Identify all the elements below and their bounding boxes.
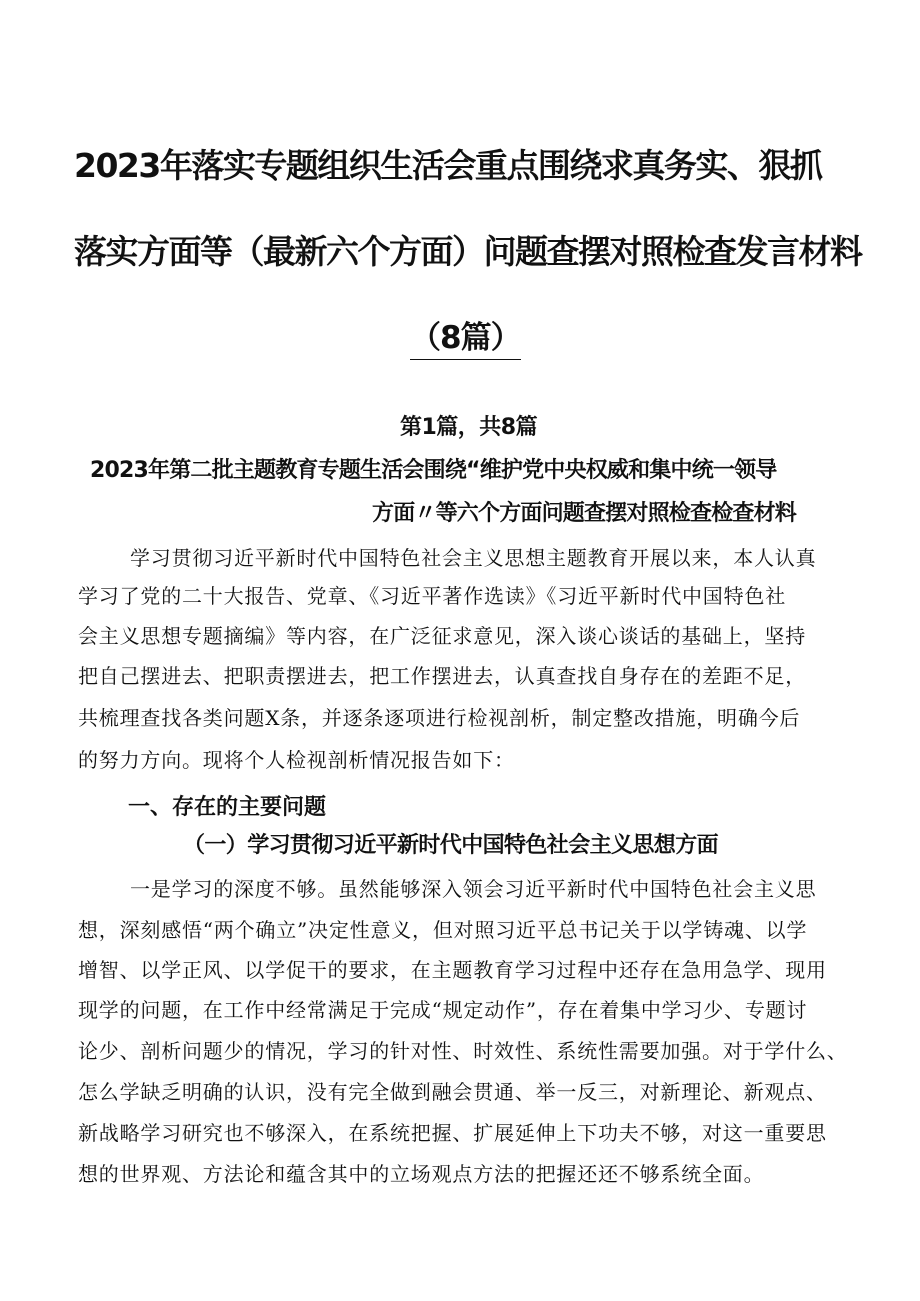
para-line-8: 想的世界观、方法论和蕴含其中的立场观点方法的把握还还不够系统全面。	[78, 1162, 765, 1186]
section-heading: 一、存在的主要问题	[128, 795, 327, 820]
document-title-line-1: 2023年落实专题组织生活会重点围绕求真务实、狠抓	[74, 146, 822, 185]
part-label: 第1篇，共8篇	[400, 415, 538, 440]
subtitle-line-1: 2023年第二批主题教育专题生活会围绕“维护党中央权威和集中统一领导	[90, 458, 777, 483]
intro-line-4: 把自己摆进去、把职责摆进去，把工作摆进去，认真查找自身存在的差距不足，	[78, 664, 806, 688]
para-line-2: 想，深刻感悟“两个确立”决定性意义，但对照习近平总书记关于以学铸魂、以学	[78, 918, 808, 942]
para-line-3: 增智、以学正风、以学促干的要求，在主题教育学习过程中还存在急用急学、现用	[78, 958, 827, 982]
intro-line-1: 学习贯彻习近平新时代中国特色社会主义思想主题教育开展以来，本人认真	[130, 546, 817, 570]
para-line-1: 一是学习的深度不够。虽然能够深入领会习近平新时代中国特色社会主义思	[130, 877, 817, 901]
para-line-6: 怎么学缺乏明确的认识，没有完全做到融会贯通、举一反三，对新理论、新观点、	[78, 1080, 827, 1104]
subtitle-line-2: 方面〃等六个方面问题查摆对照检查检查材料	[372, 501, 797, 526]
document-title-line-2: 落实方面等（最新六个方面）问题查摆对照检查发言材料	[74, 232, 862, 271]
intro-line-3: 会主义思想专题摘编》等内容，在广泛征求意见，深入谈心谈话的基础上，坚持	[78, 624, 806, 648]
intro-line-5: 共梳理查找各类问题X条，并逐条逐项进行检视剖析，制定整改措施，明确今后	[78, 706, 801, 730]
intro-line-2: 学习了党的二十大报告、党章、《习近平著作选读》《习近平新时代中国特色社	[78, 584, 786, 608]
subsection-heading: （一）学习贯彻习近平新时代中国特色社会主义思想方面	[183, 833, 719, 858]
para-line-7: 新战略学习研究也不够深入，在系统把握、扩展延伸上下功夫不够，对这一重要思	[78, 1121, 827, 1145]
document-title-suffix: （8篇）	[410, 312, 521, 360]
para-line-5: 论少、剖析问题少的情况，学习的针对性、时效性、系统性需要加强。对于学什么、	[78, 1039, 848, 1063]
para-line-4: 现学的问题，在工作中经常满足于完成“规定动作”，存在着集中学习少、专题讨	[78, 998, 808, 1022]
intro-line-6: 的努力方向。现将个人检视剖析情况报告如下：	[78, 748, 515, 772]
